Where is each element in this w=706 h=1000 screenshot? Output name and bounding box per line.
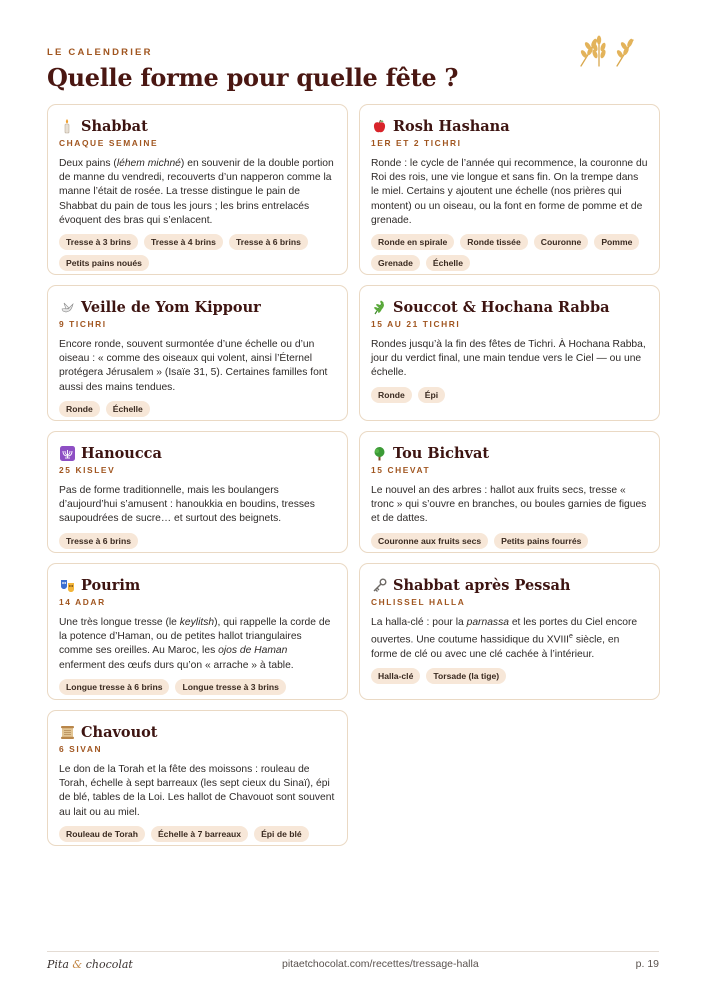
palm-branch-icon (371, 299, 387, 315)
card-title: Shabbat (81, 117, 148, 135)
tag-chip: Épi (418, 387, 445, 403)
card-date: 25 KISLEV (59, 465, 116, 475)
text-run: Ronde : le cycle de l’année qui recommence, la couronne du Roi des rois, une vie longue et sans fin. On la trempe dans le miel. Certains y ajoutent une échelle (nos prières qui montent) ou un oiseau, ou la font en forme de pomme et de grenade. (371, 158, 648, 226)
footer-brand (47, 958, 133, 971)
tag-list (59, 401, 336, 417)
card-date: CHLISSEL HALLA (371, 597, 466, 607)
page-number: p. 19 (635, 958, 659, 970)
tag-chip: Échelle à 7 barreaux (151, 826, 248, 842)
card-text (59, 616, 336, 673)
emphasis-text: parnassa (466, 617, 509, 628)
tag-chip: Couronne aux fruits secs (371, 533, 488, 549)
brand-part: Pita (47, 958, 69, 971)
footer-url[interactable]: pitaetchocolat.com/recettes/tressage-halla (282, 958, 479, 970)
mask-icon (59, 577, 75, 593)
text-run: Encore ronde, souvent surmontée d’une échelle ou d’un oiseau : « comme des oiseaux qui volent, ainsi l’Éternel protégera Jérusalem » (Isaïe 31, 5). Certaines familles font aussi des mains tendues. (59, 339, 328, 393)
tag-chip: Grenade (371, 255, 420, 271)
card-souccot (359, 285, 660, 421)
emphasis-text: ojos de Haman (218, 645, 288, 657)
card-text (371, 484, 648, 527)
card-title: Veille de Yom Kippour (81, 298, 261, 316)
card-date: 1ER ET 2 TICHRI (371, 138, 462, 148)
tag-chip: Petits pains noués (59, 255, 149, 271)
tag-list (59, 533, 336, 549)
card-rosh-hashana (359, 104, 660, 275)
superscript-text: e (569, 633, 573, 641)
tag-list (59, 679, 336, 695)
card-text (59, 763, 336, 820)
tag-list (371, 387, 648, 403)
card-text (59, 338, 336, 395)
tag-chip: Tresse à 4 brins (144, 234, 223, 250)
text-run: Le don de la Torah et la fête des moissons : rouleau de Torah, échelle à sept barreaux (les sept cieux du Sinaï), épi de blé, tables de la Loi. Les hallot de Chavouot sont souvent au lait ou au miel. (59, 764, 335, 818)
tag-chip: Petits pains fourrés (494, 533, 588, 549)
card-date: 9 TICHRI (59, 319, 107, 329)
menorah-icon (59, 445, 75, 461)
emphasis-text: keylitsh (179, 617, 215, 628)
card-text (371, 616, 648, 662)
footer-divider (47, 951, 659, 952)
section-label: LE CALENDRIER (47, 47, 153, 58)
card-title: Shabbat après Pessah (393, 576, 571, 594)
tag-chip: Tresse à 6 brins (59, 533, 138, 549)
tag-chip: Échelle (426, 255, 470, 271)
tag-chip: Tresse à 6 brins (229, 234, 308, 250)
card-date: 14 ADAR (59, 597, 106, 607)
page-title: Quelle forme pour quelle fête ? (47, 63, 459, 92)
tag-chip: Longue tresse à 3 brins (175, 679, 285, 695)
card-title: Hanoucca (81, 444, 162, 462)
card-shabbat (47, 104, 348, 275)
card-chavouot (47, 710, 348, 846)
text-run: siècle, en forme de clé ou avec une clé cachée à l’intérieur. (371, 634, 620, 660)
tag-chip: Tresse à 3 brins (59, 234, 138, 250)
tag-chip: Épi de blé (254, 826, 309, 842)
tag-chip: Ronde tissée (460, 234, 528, 250)
card-title: Souccot & Hochana Rabba (393, 298, 610, 316)
text-run: ) en souvenir de la double portion de manne du vendredi, recouverts d’un napperon comme la manne l’était de rosée. La tresse distingue le pain de Shabbat du pain de tous les jours ; les brins entrelacés évoquent des bras qui s’enlacent. (59, 158, 334, 226)
tag-list (371, 533, 648, 549)
text-run: enferment des œufs durs qu’on « arrache » à table. (59, 659, 294, 671)
apple-icon (371, 118, 387, 134)
card-date: CHAQUE SEMAINE (59, 138, 159, 148)
card-text (59, 157, 336, 228)
candle-icon (59, 118, 75, 134)
tag-list (59, 826, 336, 842)
tag-list (59, 234, 336, 271)
tag-chip: Longue tresse à 6 brins (59, 679, 169, 695)
tag-list (371, 234, 648, 271)
tag-chip: Halla-clé (371, 668, 420, 684)
brand-part: chocolat (85, 958, 133, 971)
card-text (371, 157, 648, 228)
tag-chip: Ronde (371, 387, 412, 403)
tag-chip: Pomme (594, 234, 639, 250)
card-title: Chavouot (81, 723, 158, 741)
text-run: Le nouvel an des arbres : hallot aux fruits secs, tresse « tronc » qui s’ouvre en branches, ou boules garnies de figues et de dattes. (371, 485, 647, 525)
tree-icon (371, 445, 387, 461)
card-title: Rosh Hashana (393, 117, 510, 135)
card-date: 15 CHEVAT (371, 465, 431, 475)
text-run: ), qui rappelle la corde de la potence d’Haman, ou de petites hallot triangulaires comme ses oreilles. Au Maroc, les (59, 617, 331, 657)
wheat-icon (571, 32, 647, 68)
dove-icon (59, 299, 75, 315)
tag-chip: Ronde (59, 401, 100, 417)
card-yom-kippour (47, 285, 348, 421)
card-text (59, 484, 336, 527)
emphasis-text: léhem michné (116, 158, 181, 169)
tag-chip: Couronne (534, 234, 589, 250)
text-run: et les portes du Ciel encore ouvertes. Une coutume hassidique du XVIII (371, 617, 638, 646)
card-tou-bichvat (359, 431, 660, 553)
brand-ampersand: & (72, 958, 83, 971)
card-shabbat-apres-pessah (359, 563, 660, 700)
tag-chip: Rouleau de Torah (59, 826, 145, 842)
tag-chip: Torsade (la tige) (426, 668, 506, 684)
card-hanoucca (47, 431, 348, 553)
card-date: 6 SIVAN (59, 744, 103, 754)
text-run: Une très longue tresse (le (59, 617, 180, 628)
scroll-icon (59, 724, 75, 740)
text-run: Pas de forme traditionnelle, mais les boulangers d’aujourd’hui s’amusent : hanoukkia en boudins, tresses saupoudrées de sucre… et surtout des beignets. (59, 485, 315, 525)
card-title: Tou Bichvat (393, 444, 490, 462)
key-icon (371, 577, 387, 593)
text-run: Rondes jusqu’à la fin des fêtes de Tichri. À Hochana Rabba, jour du verdict final, une main tendue vers le Ciel — ou une échelle. (371, 339, 646, 379)
card-pourim (47, 563, 348, 700)
text-run: La halla-clé : pour la (371, 617, 467, 628)
card-text (371, 338, 648, 381)
text-run: Deux pains ( (59, 158, 117, 169)
card-date: 15 AU 21 TICHRI (371, 319, 461, 329)
tag-chip: Ronde en spirale (371, 234, 454, 250)
tag-list (371, 668, 648, 684)
card-title: Pourim (81, 576, 141, 594)
tag-chip: Échelle (106, 401, 150, 417)
